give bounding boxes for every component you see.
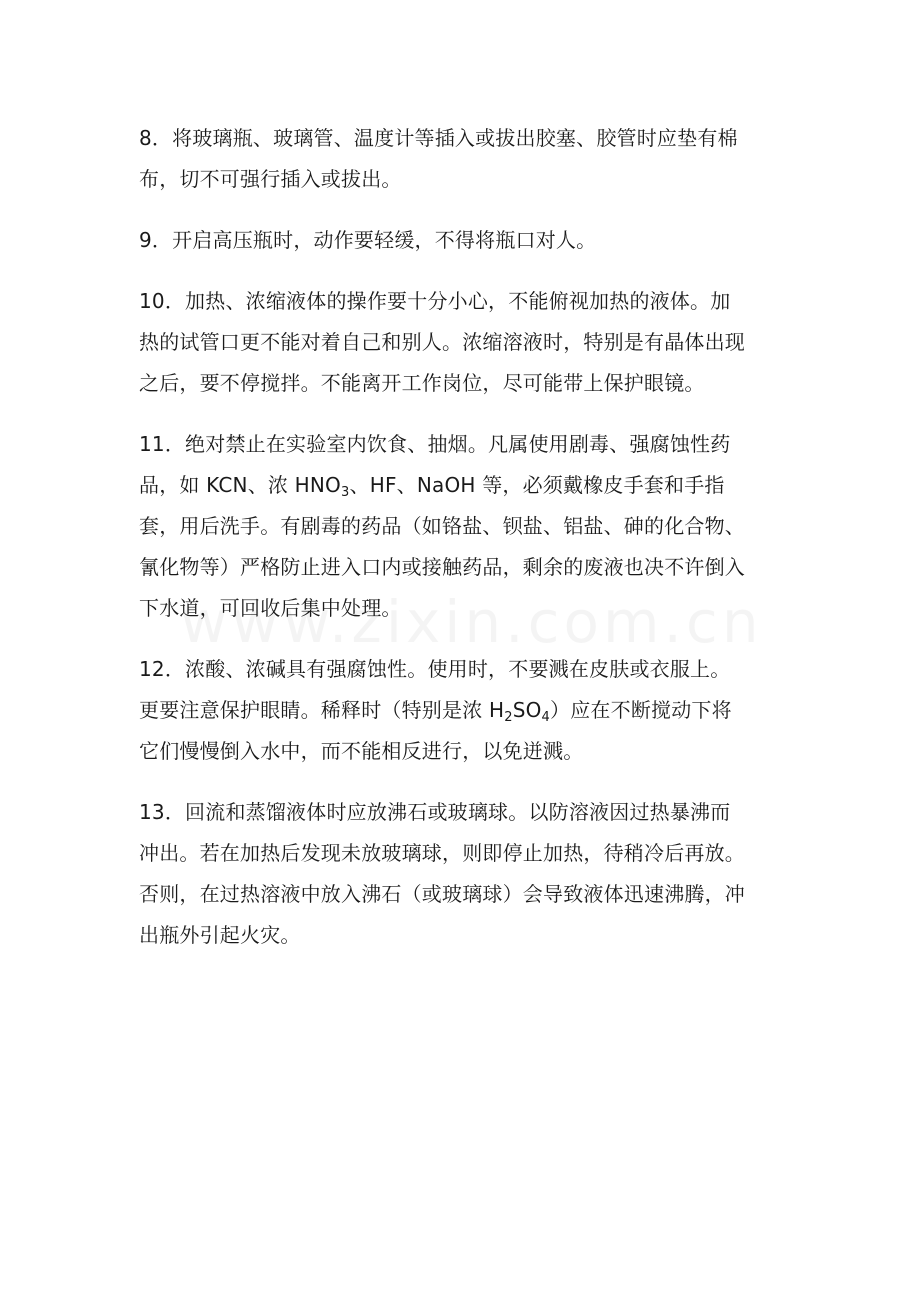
paragraph-12-line-2-text-b: SO bbox=[512, 698, 542, 722]
paragraph-12-line-2-text-a: 更要注意保护眼睛。稀释时（特别是浓 H bbox=[139, 698, 505, 722]
paragraph-11-line-3: 套，用后洗手。有剧毒的药品（如铬盐、钡盐、铝盐、砷的化合物、 bbox=[139, 514, 745, 538]
paragraph-12 bbox=[139, 649, 784, 772]
paragraph-9 bbox=[139, 220, 784, 261]
paragraph-12-line-2 bbox=[139, 690, 784, 731]
paragraph-10-line-3: 之后，要不停搅拌。不能离开工作岗位，尽可能带上保护眼镜。 bbox=[139, 371, 705, 395]
paragraph-13-line-4: 出瓶外引起火灾。 bbox=[139, 923, 301, 947]
paragraph-12-line-1: 12．浓酸、浓碱具有强腐蚀性。使用时，不要溅在皮肤或衣服上。 bbox=[139, 657, 731, 681]
paragraph-8-line-1: 8．将玻璃瓶、玻璃管、温度计等插入或拔出胶塞、胶管时应垫有棉 bbox=[139, 126, 738, 150]
paragraph-11-line-5: 下水道，可回收后集中处理。 bbox=[139, 596, 402, 620]
paragraph-13-line-3: 否则，在过热溶液中放入沸石（或玻璃球）会导致液体迅速沸腾，冲 bbox=[139, 882, 745, 906]
paragraph-10-line-2: 热的试管口更不能对着自己和别人。浓缩溶液时，特别是有晶体出现 bbox=[139, 330, 745, 354]
paragraph-13 bbox=[139, 792, 784, 956]
paragraph-9-line-1: 9．开启高压瓶时，动作要轻缓，不得将瓶口对人。 bbox=[139, 228, 597, 252]
paragraph-11-line-2 bbox=[139, 465, 784, 506]
document-body bbox=[139, 118, 784, 976]
paragraph-11 bbox=[139, 424, 784, 629]
paragraph-13-line-2: 冲出。若在加热后发现未放玻璃球，则即停止加热，待稍冷后再放。 bbox=[139, 841, 745, 865]
paragraph-12-line-3: 它们慢慢倒入水中，而不能相反进行，以免迸溅。 bbox=[139, 739, 584, 763]
paragraph-11-line-1: 11．绝对禁止在实验室内饮食、抽烟。凡属使用剧毒、强腐蚀性药 bbox=[139, 432, 731, 456]
paragraph-11-line-2-text-a: 品，如 KCN、浓 HNO bbox=[139, 473, 342, 497]
subscript-2: 2 bbox=[504, 710, 513, 725]
paragraph-12-line-2-text-c: ）应在不断搅动下将 bbox=[550, 698, 732, 722]
paragraph-8-line-2: 布，切不可强行插入或拔出。 bbox=[139, 167, 402, 191]
paragraph-13-line-1: 13．回流和蒸馏液体时应放沸石或玻璃球。以防溶液因过热暴沸而 bbox=[139, 800, 731, 824]
paragraph-10-line-1: 10．加热、浓缩液体的操作要十分小心，不能俯视加热的液体。加 bbox=[139, 289, 731, 313]
paragraph-10 bbox=[139, 281, 784, 404]
subscript-4: 4 bbox=[541, 710, 551, 725]
paragraph-11-line-2-text-b: 、HF、NaOH 等，必须戴橡皮手套和手指 bbox=[349, 473, 725, 497]
subscript-3: 3 bbox=[341, 485, 350, 500]
paragraph-11-line-4: 氰化物等）严格防止进入口内或接触药品，剩余的废液也决不许倒入 bbox=[139, 555, 745, 579]
paragraph-8 bbox=[139, 118, 784, 200]
